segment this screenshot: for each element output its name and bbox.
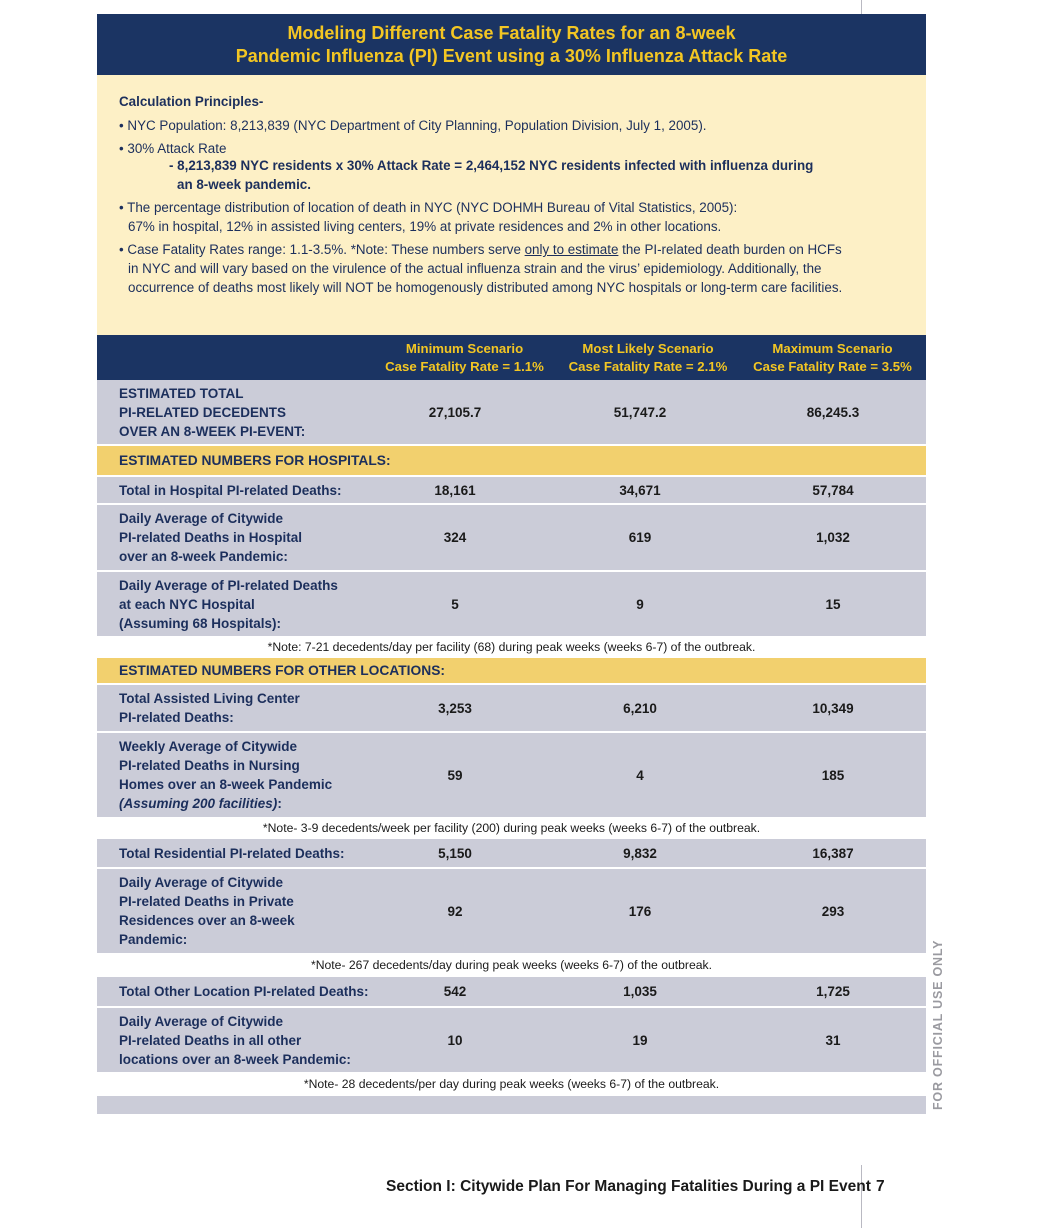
- row-label-colon: :: [277, 796, 282, 811]
- title-line-2: Pandemic Influenza (PI) Event using a 30% Influenza Attack Rate: [235, 45, 788, 66]
- row-label: [97, 873, 370, 949]
- row-label-line: PI-related Deaths in Hospital: [119, 530, 303, 545]
- row-label-italic: (Assuming 200 facilities): [119, 796, 278, 811]
- value-min: 3,253: [438, 700, 472, 716]
- footer-section-title: Section I: Citywide Plan For Managing Fatalities During a PI Event: [386, 1178, 871, 1195]
- calc-distribution-line-2: 67% in hospital, 12% in assisted living centers, 19% at private residences and 2% in other locations.: [128, 219, 722, 234]
- row-label-line: Homes over an 8-week Pandemic: [119, 777, 333, 792]
- value-min: 27,105.7: [428, 404, 482, 420]
- table-row-residential-daily: [97, 867, 926, 953]
- row-label-line: Daily Average of PI-related Deaths: [119, 577, 338, 593]
- header-likely-rate: Case Fatality Rate = 2.1%: [568, 358, 728, 374]
- value-max: 86,245.3: [806, 404, 860, 420]
- table-header: [97, 335, 926, 380]
- table-row-other-daily: [97, 1006, 926, 1072]
- header-min-scenario: [372, 335, 557, 380]
- row-label-line: PI-related Deaths:: [119, 710, 234, 725]
- value-min: 5: [451, 596, 459, 612]
- section-other-locations: ESTIMATED NUMBERS FOR OTHER LOCATIONS:: [97, 658, 926, 683]
- row-label: Total Residential PI-related Deaths:: [119, 845, 345, 861]
- page-number: 7: [876, 1178, 885, 1195]
- value-min: 18,161: [434, 482, 476, 498]
- row-label-line: Daily Average of Citywide: [119, 511, 284, 526]
- value-likely: 6,210: [623, 700, 657, 716]
- header-max-name: Maximum Scenario: [772, 340, 893, 356]
- value-max: 16,387: [812, 845, 854, 861]
- row-label: [97, 384, 370, 441]
- value-min: 5,150: [438, 845, 472, 861]
- header-max-scenario: [739, 335, 926, 380]
- value-max: 185: [821, 767, 845, 783]
- row-label: [97, 689, 370, 727]
- table-row-nursing-homes: [97, 731, 926, 817]
- value-likely: 176: [628, 903, 652, 919]
- value-min: 10: [447, 1032, 463, 1048]
- calc-cfr-text-pre: • Case Fatality Rates range: 1.1-3.5%. *Note: These numbers serve: [119, 242, 525, 257]
- header-likely-name: Most Likely Scenario: [582, 340, 714, 356]
- row-label: Total Other Location PI-related Deaths:: [119, 984, 369, 999]
- header-likely-scenario: [557, 335, 739, 380]
- table-row-hospital-daily: [97, 503, 926, 570]
- row-label-line: Residences over an 8-week: [119, 913, 295, 928]
- row-label-line: [119, 794, 370, 813]
- note-other-peak: *Note- 28 decedents/per day during peak weeks (weeks 6-7) of the outbreak.: [97, 1072, 926, 1096]
- row-label-line: PI-related Deaths in Nursing: [119, 758, 300, 773]
- value-likely: 1,035: [623, 984, 657, 999]
- value-min: 542: [443, 984, 467, 999]
- row-label-line: locations over an 8-week Pandemic:: [119, 1051, 351, 1067]
- calc-bullet-cfr: [119, 240, 904, 297]
- row-label-line: PI-RELATED DECEDENTS: [119, 404, 287, 420]
- value-min: 92: [447, 903, 463, 919]
- footer-divider-line: [861, 1165, 862, 1228]
- value-likely: 9,832: [623, 845, 657, 861]
- fatality-rate-panel: [97, 14, 926, 1126]
- value-min: 59: [447, 767, 463, 783]
- table-bottom-band: [97, 1096, 926, 1114]
- value-max: 10,349: [812, 700, 854, 716]
- header-min-name: Minimum Scenario: [405, 340, 524, 356]
- header-min-rate: Case Fatality Rate = 1.1%: [385, 358, 544, 374]
- row-label-line: ESTIMATED TOTAL: [119, 385, 244, 401]
- value-max: 1,032: [816, 530, 850, 545]
- calc-cfr-underlined: only to estimate: [524, 242, 619, 257]
- title-banner: [97, 14, 926, 75]
- calc-bullet-attack-rate: • 30% Attack Rate: [119, 141, 227, 156]
- row-label: Total in Hospital PI-related Deaths:: [119, 482, 342, 498]
- header-max-rate: Case Fatality Rate = 3.5%: [753, 358, 912, 374]
- value-max: 293: [821, 903, 845, 919]
- value-max: 15: [825, 596, 841, 612]
- row-label-line: OVER AN 8-WEEK PI-EVENT:: [119, 423, 306, 439]
- title-line-1: Modeling Different Case Fatality Rates for an 8-week: [287, 22, 736, 43]
- row-label-line: at each NYC Hospital: [119, 596, 255, 612]
- calc-cfr-line-3: occurrence of deaths most likely will NOT be homogenously distributed among NYC hospitals or long-term care facilities.: [128, 280, 843, 295]
- value-likely: 9: [636, 596, 644, 612]
- value-likely: 4: [636, 767, 644, 783]
- calc-cfr-line-1: [119, 240, 904, 259]
- calc-cfr-text-post: the PI-related death burden on HCFs: [618, 242, 842, 257]
- table-row-hospital-each: [97, 570, 926, 636]
- row-label: [97, 737, 370, 813]
- value-max: 31: [825, 1032, 841, 1048]
- row-label-line: Pandemic:: [119, 932, 188, 947]
- row-label-line: (Assuming 68 Hospitals):: [119, 615, 282, 631]
- note-nursing-peak: *Note- 3-9 decedents/week per facility (200) during peak weeks (weeks 6-7) of the outbreak.: [97, 817, 926, 839]
- note-residential-peak: *Note- 267 decedents/day during peak weeks (weeks 6-7) of the outbreak.: [97, 953, 926, 977]
- value-min: 324: [443, 530, 467, 545]
- table-row-assisted-living: [97, 683, 926, 731]
- side-official-use-label: FOR OFFICIAL USE ONLY: [930, 939, 945, 1110]
- row-label-line: Daily Average of Citywide: [119, 1013, 284, 1029]
- row-label: [97, 576, 370, 633]
- table-row-hospital-total: [97, 475, 926, 503]
- row-label-line: Total Assisted Living Center: [119, 691, 300, 706]
- calc-attack-rate-line-2: an 8-week pandemic.: [177, 177, 311, 192]
- header-blank-cell: [97, 335, 372, 380]
- calc-attack-rate-line-1: - 8,213,839 NYC residents x 30% Attack Rate = 2,464,152 NYC residents infected with influenza during: [169, 158, 814, 173]
- value-likely: 34,671: [619, 482, 661, 498]
- table-row-other-total: [97, 977, 926, 1006]
- top-divider-line: [861, 0, 862, 14]
- row-label-line: PI-related Deaths in Private: [119, 894, 294, 909]
- note-hospital-peak: *Note: 7-21 decedents/day per facility (68) during peak weeks (weeks 6-7) of the outbreak.: [97, 636, 926, 658]
- value-likely: 619: [628, 530, 652, 545]
- row-label-line: Weekly Average of Citywide: [119, 739, 298, 754]
- row-label-line: PI-related Deaths in all other: [119, 1032, 302, 1048]
- value-likely: 51,747.2: [613, 404, 667, 420]
- value-likely: 19: [632, 1032, 648, 1048]
- value-max: 57,784: [812, 482, 854, 498]
- calc-attack-rate-detail: [119, 156, 904, 194]
- table-row-total-decedents: [97, 380, 926, 444]
- calculation-principles: [97, 75, 926, 335]
- calc-heading: Calculation Principles-: [119, 94, 264, 109]
- calc-bullet-distribution: [119, 198, 904, 236]
- row-label: [97, 1012, 370, 1069]
- row-label-line: over an 8-week Pandemic:: [119, 549, 288, 564]
- section-hospitals: ESTIMATED NUMBERS FOR HOSPITALS:: [97, 444, 926, 475]
- row-label: [97, 509, 370, 566]
- calc-distribution-line-1: • The percentage distribution of location of death in NYC (NYC DOHMH Bureau of Vital Statistics, 2005):: [119, 200, 738, 215]
- row-label-line: Daily Average of Citywide: [119, 875, 284, 890]
- calc-bullet-population: • NYC Population: 8,213,839 (NYC Department of City Planning, Population Division, July 1, 2005).: [119, 118, 707, 133]
- calc-cfr-line-2: in NYC and will vary based on the virulence of the actual influenza strain and the virus’ epidemiology. Additionally, the: [128, 261, 822, 276]
- table-row-residential-total: [97, 839, 926, 867]
- value-max: 1,725: [816, 984, 850, 999]
